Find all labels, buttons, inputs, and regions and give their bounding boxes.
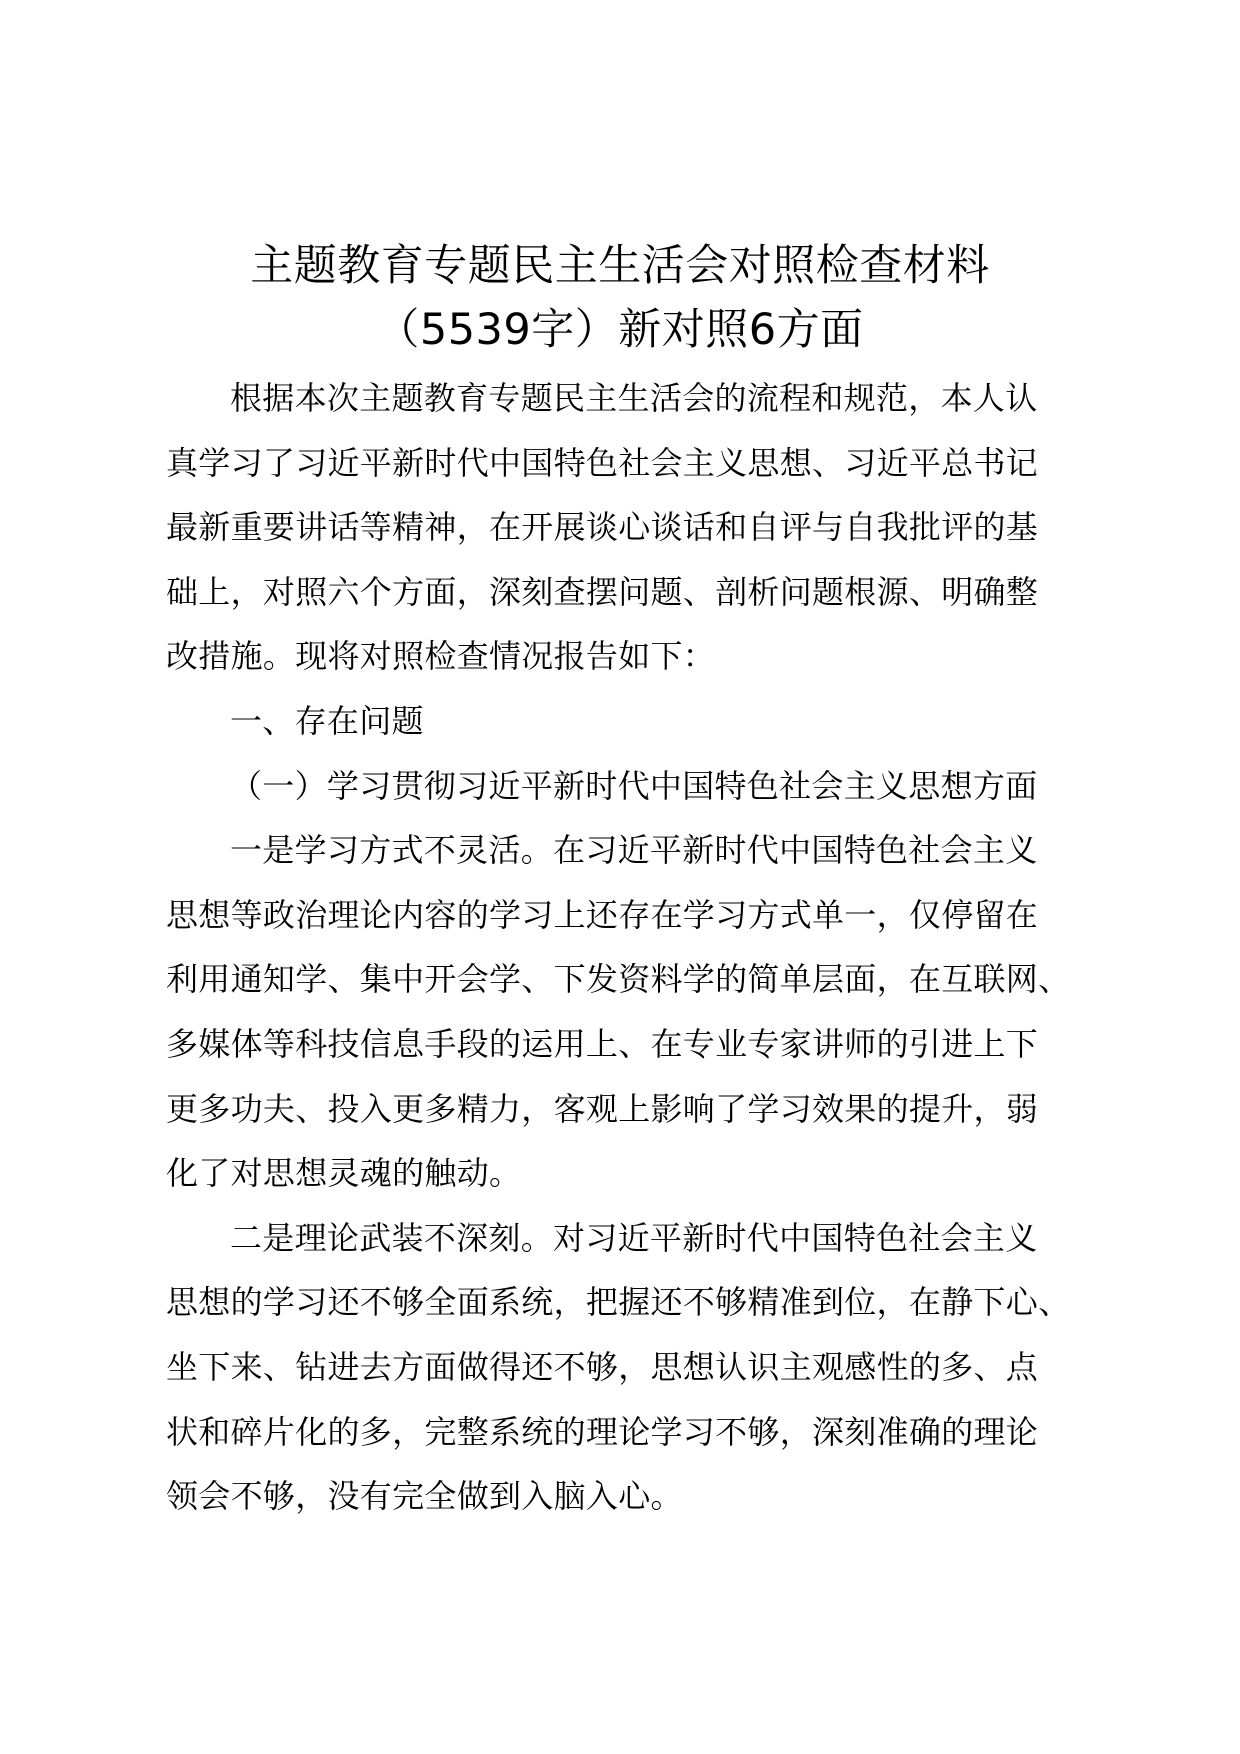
issue-one-paragraph-line: 更多功夫、投入更多精力，客观上影响了学习效果的提升，弱: [166, 1089, 1039, 1128]
intro-paragraph-line: 础上，对照六个方面，深刻查摆问题、剖析问题根源、明确整: [166, 572, 1039, 611]
section-heading: 一、存在问题: [230, 701, 424, 740]
intro-paragraph-line: 真学习了习近平新时代中国特色社会主义思想、习近平总书记: [166, 443, 1039, 482]
issue-one-paragraph-line: 利用通知学、集中开会学、下发资料学的简单层面，在互联网、: [166, 960, 1071, 999]
issue-one-paragraph-line: 化了对思想灵魂的触动。: [166, 1154, 522, 1193]
issue-one-paragraph-line: 思想等政治理论内容的学习上还存在学习方式单一，仅停留在: [166, 895, 1039, 934]
issue-two-paragraph-line: 领会不够，没有完全做到入脑入心。: [166, 1477, 683, 1516]
intro-paragraph-line: 最新重要讲话等精神，在开展谈心谈话和自评与自我批评的基: [166, 508, 1039, 547]
issue-one-paragraph-line: 多媒体等科技信息手段的运用上、在专业专家讲师的引进上下: [166, 1024, 1039, 1063]
issue-one-paragraph-line: 一是学习方式不灵活。在习近平新时代中国特色社会主义: [230, 831, 1038, 870]
intro-paragraph-line: 根据本次主题教育专题民主生活会的流程和规范，本人认: [230, 379, 1038, 417]
issue-two-paragraph-line: 状和碎片化的多，完整系统的理论学习不够，深刻准确的理论: [166, 1412, 1039, 1451]
issue-two-paragraph-line: 二是理论武装不深刻。对习近平新时代中国特色社会主义: [230, 1218, 1038, 1257]
intro-paragraph-line: 改措施。现将对照检查情况报告如下：: [166, 637, 716, 676]
document-body: [166, 366, 1106, 1529]
title-line-2: （5539字）新对照6方面: [376, 305, 864, 355]
issue-two-paragraph-line: 坐下来、钻进去方面做得还不够，思想认识主观感性的多、点: [166, 1347, 1039, 1386]
document-title: [120, 234, 1120, 362]
issue-two-paragraph-line: 思想的学习还不够全面系统，把握还不够精准到位，在静下心、: [166, 1283, 1071, 1322]
subsection-heading: （一）学习贯彻习近平新时代中国特色社会主义思想方面: [230, 766, 1038, 805]
title-line-1: 主题教育专题民主生活会对照检查材料: [250, 241, 990, 291]
